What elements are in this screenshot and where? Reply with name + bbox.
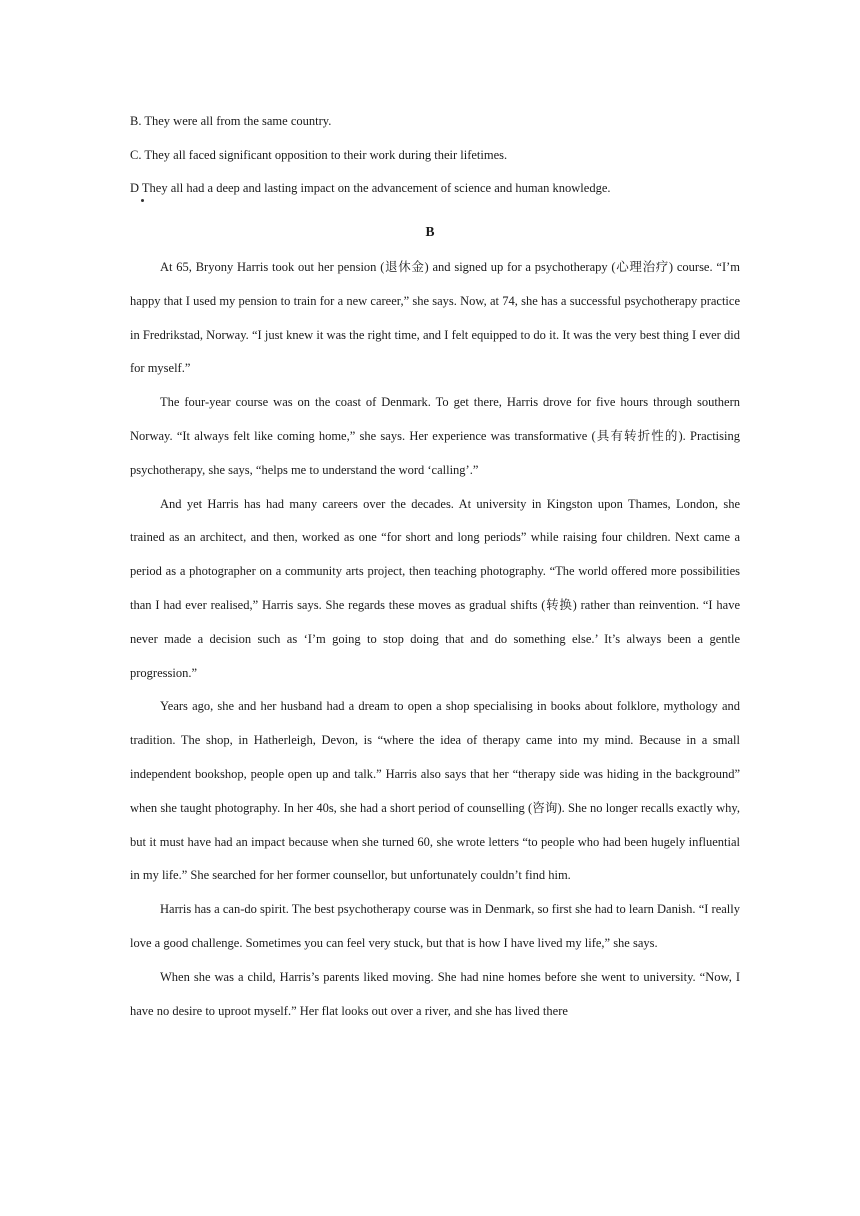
option-d: D They all had a deep and lasting impact on the advancement of science and human knowledge. <box>130 181 611 195</box>
paragraph: When she was a child, Harris’s parents liked moving. She had nine homes before she went to university. “Now, I have no desire to uproot myself.” Her flat looks out over a river, and she has lived there <box>130 969 740 1018</box>
section-heading: B <box>425 224 435 239</box>
paragraph: At 65, Bryony Harris took out her pension (退休金) and signed up for a psychotherapy (心理治疗) course. “I’m happy that I used my pension to train for a new career,” she says. Now, at 74, she has a successful psychotherapy practice in Fredrikstad, Norway. “I just knew it was the right time, and I felt equipped to do it. It was the very best thing I ever did for myself.” <box>130 260 740 376</box>
paragraph: The four-year course was on the coast of Denmark. To get there, Harris drove for five hours through southern Norway. “It always felt like coming home,” she says. Her experience was transformative (具有转折性的). Practising psychotherapy, she says, “helps me to understand the word ‘calling’.” <box>130 395 740 477</box>
paragraph: Years ago, she and her husband had a dream to open a shop specialising in books about folklore, mythology and tradition. The shop, in Hatherleigh, Devon, is “where the idea of therapy came into my mind. Because in a small independent bookshop, people open up and talk.” Harris also says that her “therapy side was hiding in the background” when she taught photography. In her 40s, she had a short period of counselling (咨询). She no longer recalls exactly why, but it must have had an impact because when she turned 60, she wrote letters “to people who had been hugely influential in my life.” She searched for her former counsellor, but unfortunately couldn’t find him. <box>130 699 740 883</box>
option-b: B. They were all from the same country. <box>130 114 332 128</box>
paragraph: Harris has a can-do spirit. The best psychotherapy course was in Denmark, so first she had to learn Danish. “I really love a good challenge. Sometimes you can feel very stuck, but that is how I have lived my life,” she says. <box>130 902 740 950</box>
stray-dot-mark <box>141 199 144 202</box>
option-c: C. They all faced significant opposition to their work during their lifetimes. <box>130 148 508 162</box>
passage-body <box>130 251 740 1028</box>
paragraph: And yet Harris has had many careers over the decades. At university in Kingston upon Thames, London, she trained as an architect, and then, worked as one “for short and long periods” while raising four children. Next came a period as a photographer on a community arts project, then teaching photography. “The world offered more possibilities than I had ever realised,” Harris says. She regards these moves as gradual shifts (转换) rather than reinvention. “I have never made a decision such as ‘I’m going to stop doing that and do something else.’ It’s always been a gentle progression.” <box>130 496 740 680</box>
